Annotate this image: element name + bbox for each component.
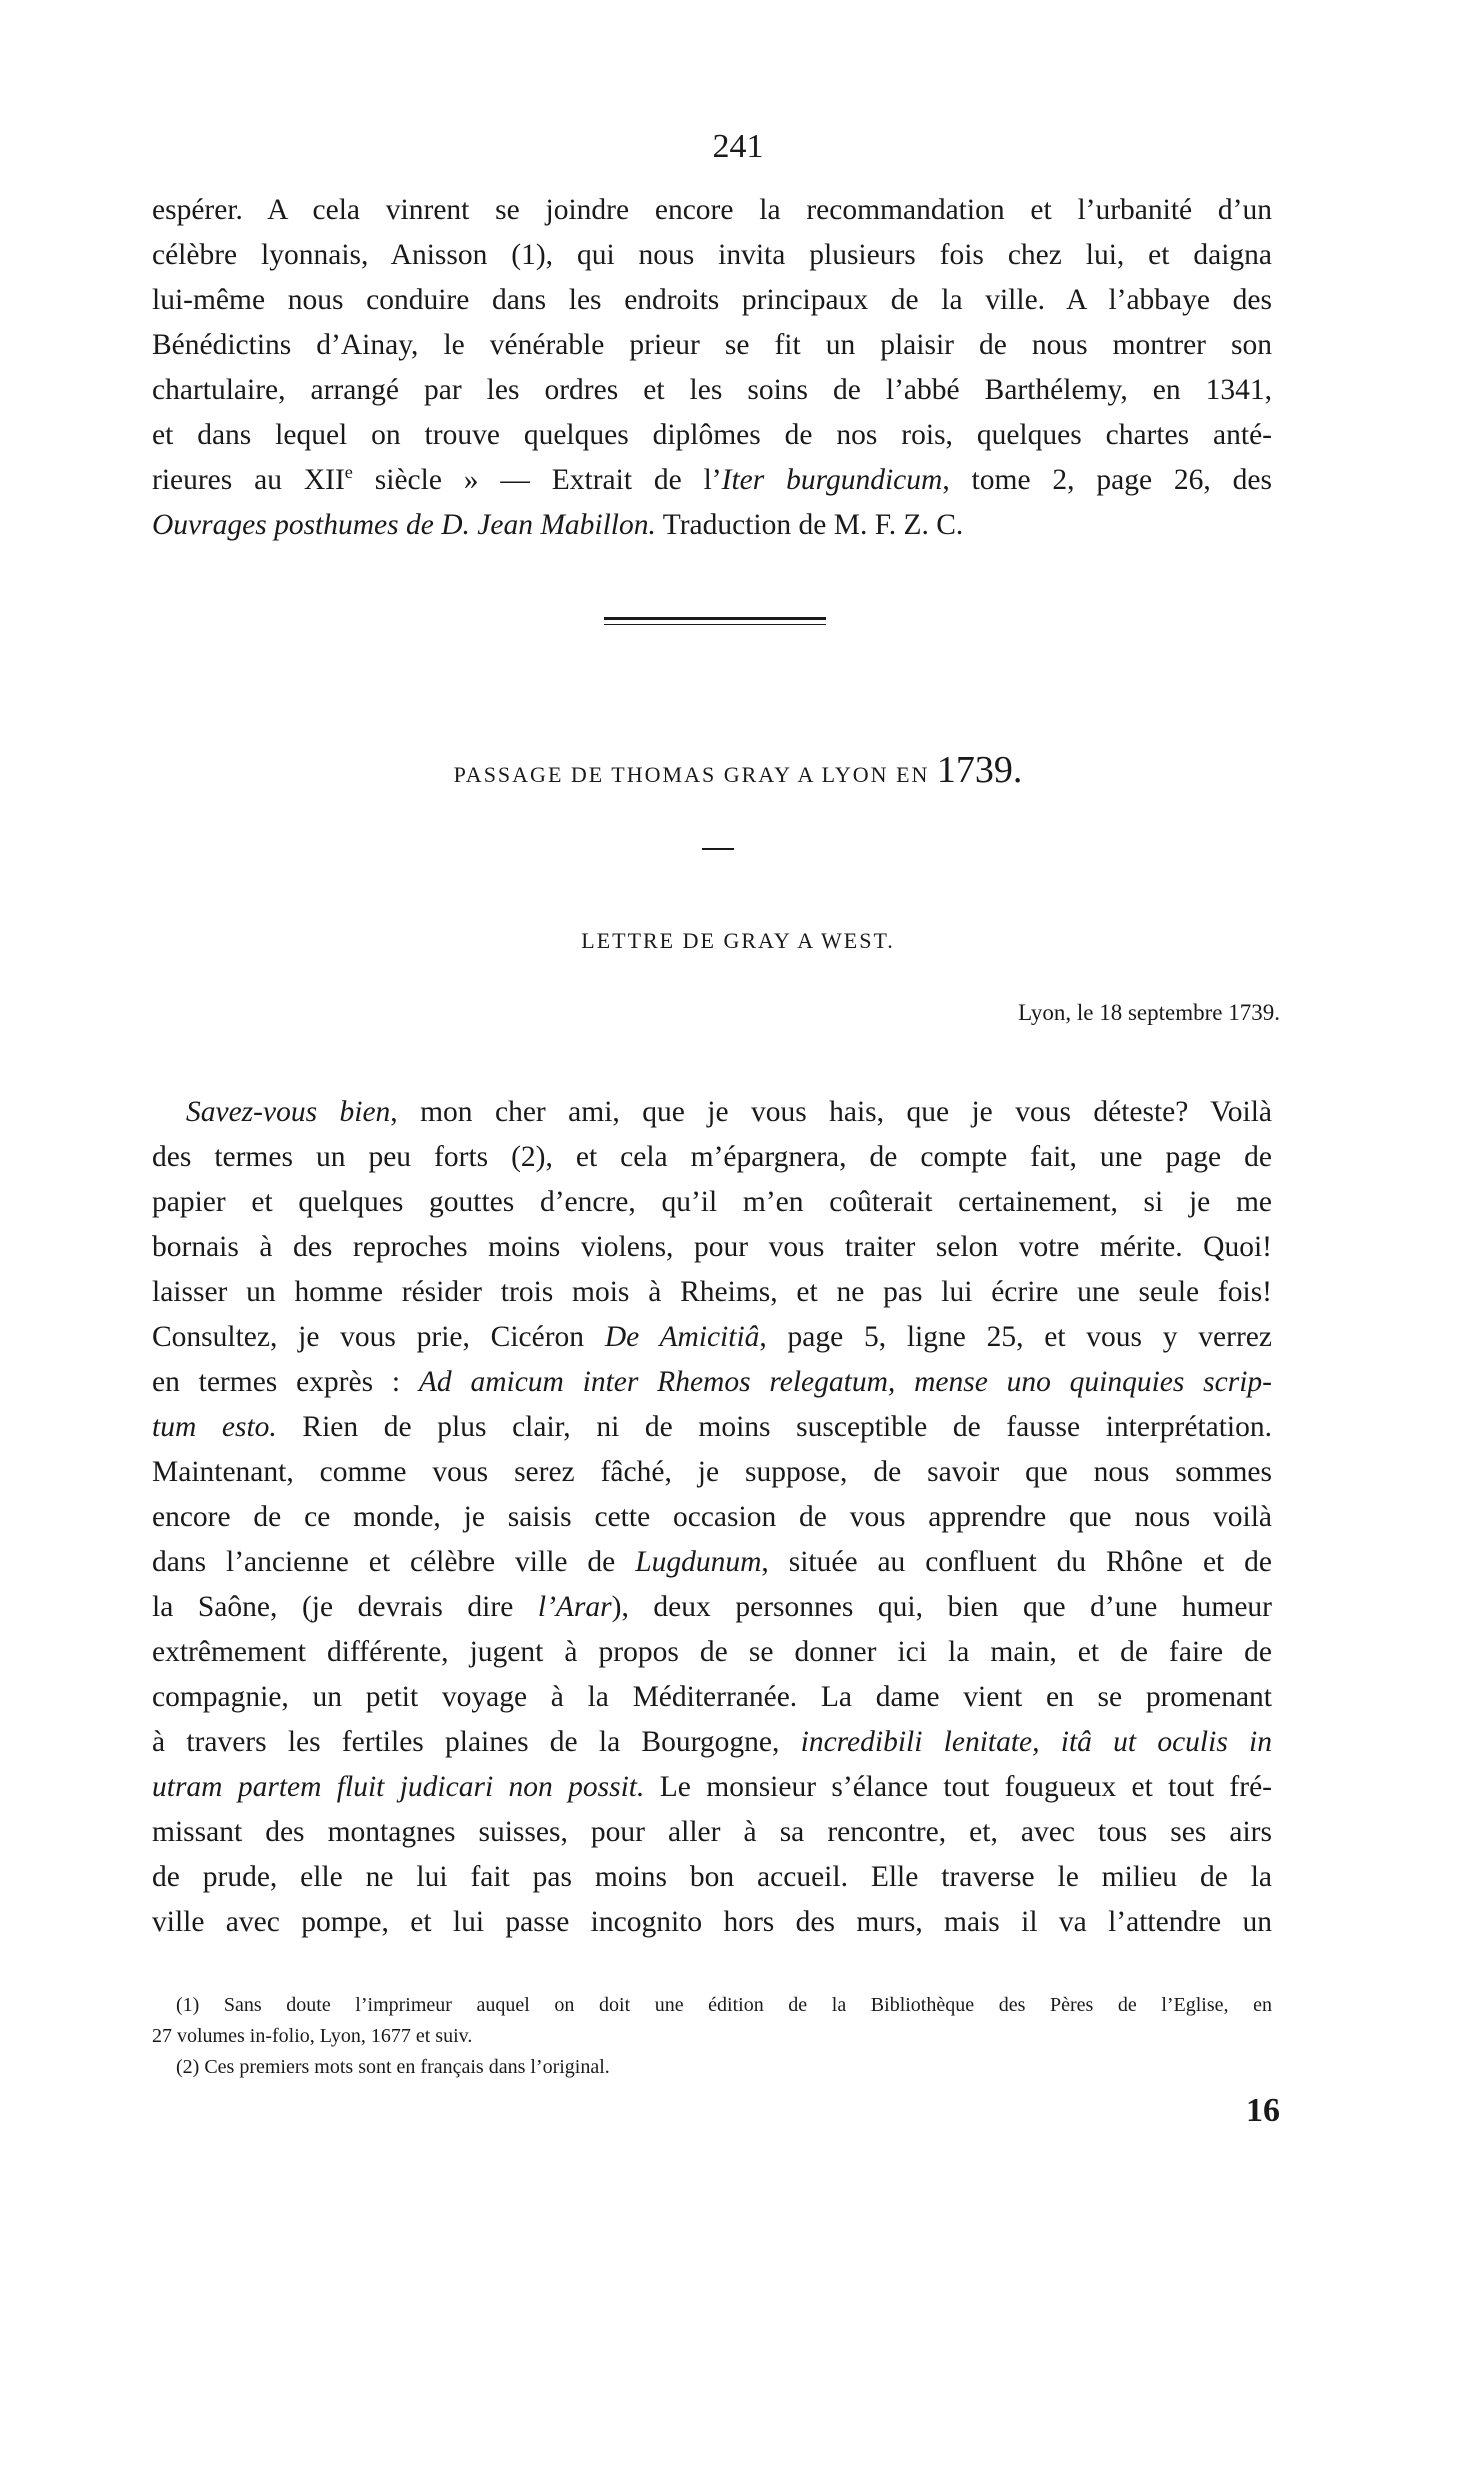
text-line — [152, 1765, 1272, 1810]
italic-run: utram partem fluit judicari non possit. — [152, 1771, 645, 1803]
letter-body — [152, 1090, 1272, 1945]
text-run: , située au confluent du Rhône et de — [761, 1546, 1273, 1578]
italic-run: l’Arar — [537, 1591, 612, 1623]
text-line — [152, 1585, 1272, 1630]
text-line: de prude, elle ne lui fait pas moins bon accueil. Elle traverse le milieu de la — [152, 1861, 1272, 1893]
italic-title: Ouvrages posthumes de D. Jean Mabillon. — [152, 509, 656, 541]
section-rule-thin — [604, 624, 826, 625]
text-run: à travers les fertiles plaines de la Bourgogne, — [152, 1726, 801, 1758]
text-run: dans l’ancienne et célèbre ville de — [152, 1546, 636, 1578]
italic-run: Savez-vous bien — [186, 1096, 391, 1128]
page-number: 241 — [712, 128, 764, 165]
text-run: Traduction de M. F. Z. C. — [655, 509, 964, 541]
text-line: ville avec pompe, et lui passe incognito hors des murs, mais il va l’attendre un — [152, 1906, 1272, 1938]
text-line: espérer. A cela vinrent se joindre encore la recommandation et l’urbanité d’un — [152, 194, 1272, 226]
text-run: , tome 2, page 26, des — [942, 464, 1272, 496]
text-run: Consultez, je vous prie, Cicéron — [152, 1321, 605, 1353]
text-line: papier et quelques gouttes d’encre, qu’il m’en coûterait certainement, si je me — [152, 1186, 1272, 1218]
letter-date: Lyon, le 18 septembre 1739. — [1018, 1000, 1280, 1025]
text-run: siècle » — Extrait de l’ — [352, 464, 722, 496]
text-run: en termes exprès : — [152, 1366, 419, 1398]
letter-heading: LETTRE DE GRAY A WEST. — [581, 928, 895, 953]
section-title-year: 1739. — [936, 749, 1023, 791]
footnote-2: (2) Ces premiers mots sont en français dans l’original. — [176, 2056, 610, 2078]
superscript: e — [344, 462, 353, 483]
title-dash — [702, 848, 734, 850]
text-line: Maintenant, comme vous serez fâché, je suppose, de savoir que nous sommes — [152, 1456, 1272, 1488]
text-line — [152, 503, 1272, 548]
text-line: chartulaire, arrangé par les ordres et les soins de l’abbé Barthélemy, en 1341, — [152, 374, 1272, 406]
text-line: Bénédictins d’Ainay, le vénérable prieur se fit un plaisir de nous montrer son — [152, 329, 1272, 361]
italic-run: De Amicitiâ — [604, 1321, 760, 1353]
text-run: ), deux personnes qui, bien que d’une humeur — [611, 1591, 1273, 1623]
signature-mark: 16 — [1246, 2092, 1280, 2129]
continued-paragraph — [152, 188, 1272, 548]
text-line: bornais à des reproches moins violens, pour vous traiter selon votre mérite. Quoi! — [152, 1231, 1272, 1263]
text-line: et dans lequel on trouve quelques diplômes de nos rois, quelques chartes anté- — [152, 419, 1272, 451]
text-line — [152, 1720, 1272, 1765]
text-line: des termes un peu forts (2), et cela m’épargnera, de compte fait, une page de — [152, 1141, 1272, 1173]
text-run: , page 5, ligne 25, et vous y verrez — [759, 1321, 1272, 1353]
text-line — [152, 1315, 1272, 1360]
text-line: compagnie, un petit voyage à la Méditerranée. La dame vient en se promenant — [152, 1681, 1272, 1713]
footnotes — [152, 1990, 1272, 2083]
text-line: célèbre lyonnais, Anisson (1), qui nous invita plusieurs fois chez lui, et daigna — [152, 239, 1272, 271]
text-run: , mon cher ami, que je vous hais, que je vous déteste? Voilà — [390, 1096, 1273, 1128]
text-line: missant des montagnes suisses, pour aller à sa rencontre, et, avec tous ses airs — [152, 1816, 1272, 1848]
section-rule — [604, 617, 826, 620]
section-title — [0, 748, 1476, 792]
text-line — [152, 1090, 1272, 1135]
italic-run: incredibili lenitate, itâ ut oculis in — [800, 1726, 1272, 1758]
text-line — [152, 1405, 1272, 1450]
section-title-text: PASSAGE DE THOMAS GRAY A LYON EN — [453, 762, 930, 787]
text-line — [152, 458, 1272, 503]
italic-title: Iter burgundicum — [721, 464, 943, 496]
text-line: encore de ce monde, je saisis cette occasion de vous apprendre que nous voilà — [152, 1501, 1272, 1533]
text-run: Rien de plus clair, ni de moins susceptible de fausse interprétation. — [276, 1411, 1273, 1443]
text-run: rieures au XII — [152, 464, 345, 496]
text-run: la Saône, (je devrais dire — [152, 1591, 538, 1623]
text-line — [152, 1540, 1272, 1585]
italic-run: Ad amicum inter Rhemos relegatum, mense uno quinquies scrip- — [418, 1366, 1273, 1398]
italic-run: tum esto. — [152, 1411, 277, 1443]
italic-run: Lugdunum — [635, 1546, 762, 1578]
text-line: extrêmement différente, jugent à propos de se donner ici la main, et de faire de — [152, 1636, 1272, 1668]
text-run: Le monsieur s’élance tout fougueux et tout fré- — [644, 1771, 1272, 1803]
text-line: laisser un homme résider trois mois à Rheims, et ne pas lui écrire une seule fois! — [152, 1276, 1272, 1308]
footnote-1: (1) Sans doute l’imprimeur auquel on doit une édition de la Bibliothèque des Pères de l’Eglise, en — [176, 1994, 1272, 2016]
footnote-1-continued: 27 volumes in-folio, Lyon, 1677 et suiv. — [152, 2025, 473, 2047]
text-line — [152, 1360, 1272, 1405]
text-line: lui-même nous conduire dans les endroits principaux de la ville. A l’abbaye des — [152, 284, 1272, 316]
